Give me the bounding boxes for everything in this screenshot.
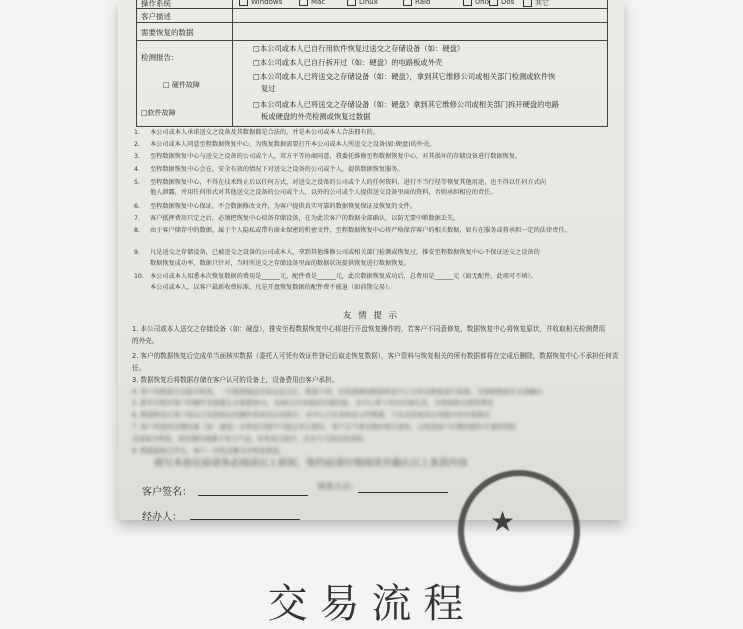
tip-line: 全或部分恢复，因存储设备属于电子产品，在恢复过程中，存在不可预见的风险。 [132,435,370,443]
handler-line [190,519,300,520]
clause: 4. 至程数据恢复中心会在，安全有效的情况下对送交之设备的公司或个人，提供数据恢复服务。 [134,166,404,173]
desc-label: 客户描述 [141,12,171,21]
desc-row [137,8,607,23]
os-option: Dos [489,0,514,6]
check-line: 复过 [261,84,276,93]
check-line: □本公司或本人已自行拆开过（如：硬盘）的电路板或外壳 [253,58,443,67]
clause: 10. 本公司或本人知悉本次恢复数据的费用是______元，配件费是______元，此次数据恢复成功后，总费用是______元（如无配件，此项可不填）。 [134,273,537,280]
tip-line: 的外壳。 [132,337,159,345]
tip-line: 4. 客户的数据无论能否恢复，一旦数据硬盘存放在此以后，数据不得，在检测期间数据恢复中心有权对数据进行检测，为保障数据安全请确认 [132,388,543,396]
check-line: □本公司或本人已将送交之存储设备（如：硬盘），拿到其它维修公司或相关部门检测或软件恢 [253,72,556,81]
agreement-photo [118,0,624,538]
report-row [137,40,607,126]
contact-line [358,492,448,493]
tip-line: 任。 [132,364,146,372]
tip-line: 1. 本公司或本人送交之存储设备（如：硬盘），推安至程数据恢复中心将进行开盘恢复操作的，若客户不同意修复，数据恢复中心将恢复原状，并收取相关检测费用 [132,325,606,333]
tips-title: 友 情 提 示 [342,311,400,321]
tip-line: 8. 数据验收完毕后，客户一次性全额支付恢复费用。 [132,447,286,455]
clause: 5. 至程数据恢复中心，不得在技术终止后以任何方式，对送交之设备的公司或个人的任何资料，进行不当行径等恢复其他用途，也不得以任何方式向 [134,179,546,186]
seal-star-icon: ★ [490,505,516,538]
clause: 数据恢复成功率，数据只针对，当时所送交之存储设备里面的数据状况提供恢复进行数据恢复。 [150,260,410,267]
check-line: □本公司或本人已自行用软件恢复过送交之存储设备（如：硬盘） [253,44,465,53]
report-label: 检测报告： [141,53,179,62]
contact-label: 联系方式： [318,482,358,491]
os-option: Unix [463,0,491,6]
tip-line: 5. 推安至程对客户的硬件设备最长会保留30天，如30天内未取回存储设备，本中心将不再对设备负责，并收取相关保管费用 [132,399,494,407]
tip-line: 6. 数据恢复后客户需自己安装相应的操作系统及应用程序，本中心只负责恢复文件数据，不负责系统及应用程序的安装调试 [132,411,490,419]
sw-fault-option: □软件故障 [141,109,176,117]
os-option: 其它 [523,0,549,8]
notice-text: 填写本协议前请务必阅读以上须知，签约前请仔细阅读并确认以上条款内容 [154,458,468,469]
clause: 本公司或本人，以客户最新收费标准，凡是开盘恢复数据的配件费不能退（如前期交易）。 [150,284,395,291]
clause: 3. 至程数据恢复中心与送交之设备的公司或个人，双方平等协商同意，我委托维修至程数据恢复中心，对其损坏的存储设备进行数据恢复。 [134,153,522,160]
check-line: 板或硬盘的外壳检测或恢复过数据 [261,112,371,121]
tip-line: 7. 客户所送的存储设备（如：硬盘）在恢复过程中可能会发生损坏，客户应当事先做好相关备份，以免造成不必要的损失并承担风险 [132,423,517,431]
clause: 他人泄露，并用任何形式对其他送交之设备的公司或个人，以外的公司或个人提供送交设备里面的资料，否则承担相应的责任。 [150,189,497,196]
clause: 2. 本公司或本人同意至程数据恢复中心，为恢复数据需要打开本公司或本人所送交之设备(如:硬盘)的外壳。 [134,141,436,148]
clause: 1. 本公司或本人承诺送交之设备及其数据都是合法的，并是本公司或本人合法拥有的。 [134,129,379,136]
handler-label: 经办人： [142,512,182,523]
section-title: 交易流程 [267,581,476,627]
tip-line: 3. 数据恢复后将数据存储在客户认可的设备上，设备费用由客户承担。 [132,376,339,384]
os-option: Linux [347,0,378,6]
os-label: 操作系统 [141,0,171,8]
data-label: 需要恢复的数据 [141,28,194,37]
hw-fault-option: □ 硬件故障 [163,81,200,89]
clause: 9. 凡是送交之存储设备，已被送交之设备的公司或本人，拿到其他维修公司或相关部门检测或恢复过，推安至程数据恢复中心不保证送交之设备的 [134,249,540,256]
os-option: Raid [403,0,430,6]
os-option: Windows [239,0,282,6]
clause: 6. 至程数据恢复中心保证，不会数据修改文件，为客户提供真实可靠的数据恢复保证及恢复的文件。 [134,203,417,210]
os-option: Mac [299,0,325,6]
customer-sign-label: 客户签名： [142,487,192,498]
clause: 8. 由于客户储存中的数据，属于个人隐私或带有商业保密的机密文件，至程数据恢复中心将严格保存客户的相关数据，如有在服务或将承担一定的法律责任。 [134,227,571,234]
data-row [137,22,607,41]
customer-sign-line [198,495,308,496]
tip-line: 2. 客户的数据恢复后完成单当面核实数据（委托人可凭有效证件登记后取走恢复数据），客户资料与恢复相关的所有数据都将在完成后删除，数据恢复中心不承担任何责 [132,352,619,360]
clause: 7. 客户抵押费用只定之后，必须把恢复中心拟备存储设备，在为此次客户的数据全部确认，以防无要中断数据丢失。 [134,215,460,222]
form-table [136,0,608,127]
check-line: □本公司或本人已将送交之存储设备（如：硬盘）拿到其它维修公司或相关部门拆开硬盘的电路 [253,100,560,109]
